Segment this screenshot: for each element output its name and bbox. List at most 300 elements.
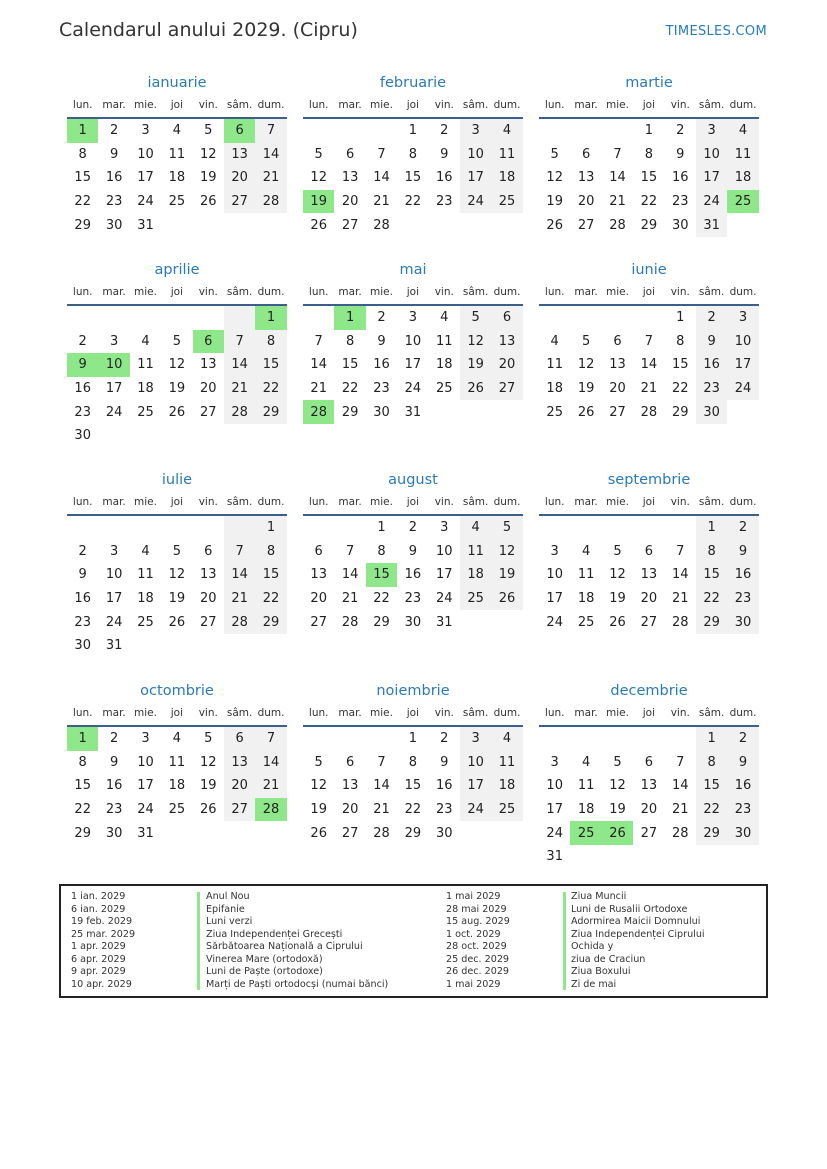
day-cell: 4 [172, 123, 181, 139]
weekday-label: sâm. [226, 99, 253, 111]
day-cell: 2 [696, 306, 727, 330]
day-cell: 15 [640, 170, 658, 186]
day-cell: 28 [640, 404, 658, 420]
weekday-label: dum. [729, 286, 757, 298]
day-cell: 3 [141, 123, 150, 139]
day-cell: 25 [570, 821, 601, 845]
empty-cell [161, 213, 192, 237]
empty-cell [570, 306, 601, 330]
empty-cell [602, 119, 633, 143]
day-cell: 13 [224, 751, 255, 775]
legend-date: 1 mai 2029 [446, 891, 501, 902]
weekday-label: vin. [434, 286, 454, 298]
empty-cell [539, 119, 570, 143]
day-cell: 2 [727, 516, 758, 540]
day-cell: 27 [224, 798, 255, 822]
day-cell: 27 [341, 217, 359, 233]
day-cell: 27 [341, 825, 359, 841]
day-cell: 28 [224, 400, 255, 424]
day-cell: 13 [640, 567, 658, 583]
day-cell: 1 [696, 727, 727, 751]
weekday-label: dum. [729, 99, 757, 111]
day-cell: 10 [546, 778, 563, 794]
day-cell: 18 [168, 778, 186, 794]
weekday-label: mie. [606, 286, 629, 298]
empty-cell [255, 821, 286, 845]
day-cell: 6 [581, 146, 591, 162]
day-cell: 14 [341, 567, 359, 583]
day-cell: 5 [204, 123, 213, 139]
weekday-label: joi [642, 707, 655, 719]
day-cell: 12 [609, 567, 626, 583]
brand-link[interactable]: TIMESLES.COM [665, 24, 767, 39]
day-cell: 16 [105, 778, 123, 794]
weekday-label: joi [170, 286, 183, 298]
day-cell: 3 [109, 333, 119, 349]
day-cell: 6 [204, 543, 213, 559]
weekday-header [539, 702, 759, 724]
day-cell: 20 [609, 381, 626, 397]
day-cell: 1 [377, 520, 386, 536]
weekday-label: joi [170, 707, 183, 719]
day-cell: 30 [105, 217, 123, 233]
weekday-header [539, 281, 759, 303]
holiday-legend [59, 884, 768, 998]
day-cell: 8 [255, 540, 286, 564]
day-cell: 16 [435, 778, 453, 794]
day-cell: 10 [696, 143, 727, 167]
weekday-label: dum. [257, 99, 285, 111]
day-cell: 30 [727, 821, 758, 845]
day-cell: 1 [67, 727, 98, 751]
weekday-label: lun. [72, 286, 93, 298]
day-cell: 18 [137, 381, 154, 397]
weekday-label: lun. [72, 496, 93, 508]
day-cell: 3 [696, 119, 727, 143]
day-cell: 8 [255, 330, 286, 354]
day-cell: 10 [727, 330, 758, 354]
day-cell: 10 [404, 333, 422, 349]
day-cell: 8 [408, 754, 417, 770]
day-cell: 10 [435, 543, 453, 559]
empty-cell [491, 400, 522, 424]
day-cell: 27 [640, 614, 658, 630]
empty-cell [303, 727, 334, 751]
weekday-label: sâm. [698, 99, 725, 111]
day-cell: 9 [727, 540, 758, 564]
day-cell: 12 [577, 357, 595, 373]
day-cell: 13 [341, 778, 359, 794]
day-cell: 3 [550, 754, 559, 770]
legend-dates-right [446, 891, 510, 991]
day-cell: 30 [105, 825, 123, 841]
weekday-label: vin. [434, 99, 454, 111]
day-cell: 18 [577, 591, 595, 607]
day-cell: 12 [199, 146, 217, 162]
days-grid [67, 516, 287, 658]
legend-holiday-name: Ziua Muncii [571, 891, 627, 902]
weekday-label: joi [642, 99, 655, 111]
day-cell: 26 [310, 217, 327, 233]
weekday-label: mie. [370, 707, 393, 719]
day-cell: 23 [373, 381, 390, 397]
month-august [303, 469, 523, 634]
day-cell: 7 [613, 146, 622, 162]
day-cell: 30 [74, 428, 91, 444]
day-cell: 2 [78, 543, 87, 559]
month-ianuarie [67, 72, 287, 237]
weekday-label: vin. [670, 99, 690, 111]
day-cell: 30 [696, 400, 727, 424]
day-cell: 15 [671, 357, 689, 373]
day-cell: 3 [141, 731, 150, 747]
day-cell: 11 [460, 540, 491, 564]
day-cell: 1 [676, 310, 685, 326]
weekday-label: lun. [544, 99, 565, 111]
day-cell: 3 [109, 543, 119, 559]
day-cell: 11 [137, 567, 154, 583]
day-cell: 27 [577, 217, 595, 233]
day-cell: 12 [546, 170, 563, 186]
day-cell: 23 [404, 591, 422, 607]
empty-cell [130, 634, 161, 658]
empty-cell [570, 727, 601, 751]
day-cell: 31 [435, 614, 453, 630]
day-cell: 22 [640, 194, 658, 210]
day-cell: 16 [74, 591, 91, 607]
day-cell: 7 [345, 543, 355, 559]
day-cell: 1 [644, 123, 653, 139]
legend-date: 6 ian. 2029 [71, 903, 126, 915]
day-cell: 23 [435, 194, 453, 210]
day-cell: 10 [460, 751, 491, 775]
day-cell: 9 [676, 146, 685, 162]
day-cell: 27 [199, 614, 217, 630]
day-cell: 24 [105, 614, 123, 630]
day-cell: 2 [727, 727, 758, 751]
weekday-header [67, 94, 287, 116]
legend-holiday-name: Ziua Boxului [571, 966, 631, 977]
empty-cell [98, 516, 129, 540]
day-cell: 6 [491, 306, 522, 330]
empty-cell [98, 424, 129, 448]
day-cell: 12 [460, 330, 491, 354]
weekday-label: sâm. [226, 707, 253, 719]
day-cell: 1 [334, 306, 365, 330]
month-octombrie [67, 680, 287, 845]
days-grid [303, 727, 523, 845]
day-cell: 24 [137, 802, 154, 818]
legend-holiday-name: Sărbătoarea Națională a Ciprului [206, 941, 363, 952]
day-cell: 12 [199, 754, 217, 770]
day-cell: 7 [377, 754, 386, 770]
weekday-label: dum. [493, 99, 521, 111]
day-cell: 30 [404, 614, 422, 630]
day-cell: 1 [408, 731, 417, 747]
day-cell: 22 [74, 194, 91, 210]
day-cell: 5 [550, 146, 559, 162]
day-cell: 12 [168, 567, 186, 583]
legend-date: 6 apr. 2029 [71, 953, 126, 965]
day-cell: 3 [550, 543, 559, 559]
day-cell: 7 [224, 540, 255, 564]
day-cell: 21 [224, 377, 255, 401]
day-cell: 13 [491, 330, 522, 354]
weekday-label: mar. [102, 99, 126, 111]
day-cell: 24 [460, 190, 491, 214]
day-cell: 11 [168, 754, 186, 770]
weekday-label: sâm. [462, 496, 489, 508]
weekday-label: sâm. [462, 99, 489, 111]
day-cell: 5 [172, 543, 181, 559]
day-cell: 21 [255, 774, 286, 798]
day-cell: 9 [440, 754, 449, 770]
weekday-label: mie. [370, 286, 393, 298]
day-cell: 5 [204, 731, 213, 747]
day-cell: 8 [696, 751, 727, 775]
day-cell: 17 [137, 778, 154, 794]
day-cell: 10 [546, 567, 563, 583]
weekday-label: mie. [370, 99, 393, 111]
day-cell: 22 [74, 802, 91, 818]
day-cell: 22 [255, 587, 286, 611]
day-cell: 19 [577, 381, 595, 397]
day-cell: 22 [255, 377, 286, 401]
day-cell: 4 [440, 310, 449, 326]
empty-cell [460, 821, 491, 845]
day-cell: 1 [67, 119, 98, 143]
day-cell: 4 [550, 333, 559, 349]
day-cell: 20 [199, 381, 217, 397]
weekday-label: dum. [493, 496, 521, 508]
legend-date: 26 dec. 2029 [446, 966, 510, 977]
legend-names-right [571, 891, 705, 991]
day-cell: 12 [168, 357, 186, 373]
day-cell: 24 [435, 591, 453, 607]
empty-cell [130, 516, 161, 540]
month-mai [303, 259, 523, 424]
day-cell: 2 [109, 731, 119, 747]
day-cell: 21 [373, 194, 390, 210]
day-cell: 28 [255, 190, 286, 214]
day-cell: 14 [224, 563, 255, 587]
day-cell: 24 [105, 404, 123, 420]
day-cell: 28 [303, 400, 334, 424]
day-cell: 18 [460, 563, 491, 587]
day-cell: 15 [404, 778, 422, 794]
day-cell: 16 [105, 170, 123, 186]
empty-cell [665, 516, 696, 540]
weekday-label: mie. [606, 99, 629, 111]
weekday-label: mar. [102, 496, 126, 508]
day-cell: 31 [105, 638, 123, 654]
day-cell: 8 [676, 333, 685, 349]
day-cell: 13 [341, 170, 359, 186]
days-grid [303, 516, 523, 634]
weekday-label: mar. [574, 99, 598, 111]
legend-holiday-name: Ziua Independenței Ciprului [571, 928, 705, 940]
empty-cell [633, 516, 664, 540]
empty-cell [255, 213, 286, 237]
weekday-label: vin. [198, 99, 218, 111]
day-cell: 2 [408, 520, 417, 536]
day-cell: 14 [640, 357, 658, 373]
day-cell: 18 [546, 381, 563, 397]
day-cell: 15 [696, 774, 727, 798]
weekday-label: sâm. [698, 707, 725, 719]
weekday-label: lun. [72, 99, 93, 111]
month-name: aprilie [154, 262, 200, 278]
empty-cell [539, 516, 570, 540]
day-cell: 2 [377, 310, 386, 326]
legend-holiday-name: Epifanie [206, 903, 245, 915]
day-cell: 22 [696, 587, 727, 611]
day-cell: 20 [577, 194, 595, 210]
day-cell: 21 [373, 802, 390, 818]
day-cell: 13 [310, 567, 327, 583]
day-cell: 13 [609, 357, 626, 373]
day-cell: 18 [491, 166, 522, 190]
day-cell: 26 [460, 377, 491, 401]
day-cell: 21 [255, 166, 286, 190]
weekday-label: dum. [729, 707, 757, 719]
legend-date: 25 dec. 2029 [446, 953, 510, 965]
day-cell: 25 [546, 404, 563, 420]
day-cell: 12 [491, 540, 522, 564]
day-cell: 1 [408, 123, 417, 139]
day-cell: 24 [546, 614, 563, 630]
day-cell: 17 [137, 170, 154, 186]
day-cell: 11 [727, 143, 758, 167]
weekday-label: sâm. [226, 496, 253, 508]
weekday-label: sâm. [462, 707, 489, 719]
day-cell: 10 [98, 353, 129, 377]
weekday-label: dum. [493, 707, 521, 719]
empty-cell [491, 821, 522, 845]
weekday-label: joi [170, 99, 183, 111]
day-cell: 16 [671, 170, 689, 186]
month-name: octombrie [140, 683, 214, 699]
weekday-label: mar. [338, 99, 362, 111]
weekday-label: lun. [72, 707, 93, 719]
day-cell: 8 [78, 146, 87, 162]
legend-holiday-name: Anul Nou [206, 891, 250, 902]
month-februarie [303, 72, 523, 237]
empty-cell [255, 634, 286, 658]
weekday-label: lun. [308, 286, 329, 298]
empty-cell [633, 727, 664, 751]
legend-holiday-name: Zi de mai [571, 978, 617, 990]
day-cell: 5 [460, 306, 491, 330]
day-cell: 17 [105, 591, 123, 607]
day-cell: 17 [546, 591, 563, 607]
day-cell: 28 [341, 614, 359, 630]
day-cell: 21 [224, 587, 255, 611]
legend-holiday-name: Luni de Paște (ortodoxe) [206, 966, 323, 977]
empty-cell [130, 306, 161, 330]
day-cell: 23 [696, 377, 727, 401]
day-cell: 29 [671, 404, 689, 420]
day-cell: 26 [310, 825, 327, 841]
empty-cell [224, 213, 255, 237]
legend-holiday-name: Marți de Paști ortodocși (numai bănci) [206, 978, 389, 990]
legend-date: 1 oct. 2029 [446, 928, 501, 940]
day-cell: 12 [310, 170, 327, 186]
month-name: ianuarie [147, 75, 207, 91]
day-cell: 16 [404, 567, 422, 583]
empty-cell [366, 119, 397, 143]
days-grid [67, 727, 287, 845]
legend-date: 28 mai 2029 [446, 903, 507, 915]
day-cell: 24 [460, 798, 491, 822]
day-cell: 1 [255, 306, 286, 330]
day-cell: 31 [137, 217, 154, 233]
day-cell: 28 [671, 614, 689, 630]
empty-cell [224, 306, 255, 330]
day-cell: 25 [168, 802, 186, 818]
weekday-label: dum. [257, 286, 285, 298]
empty-cell [570, 119, 601, 143]
day-cell: 27 [491, 377, 522, 401]
weekday-label: mie. [606, 496, 629, 508]
day-cell: 29 [640, 217, 658, 233]
weekday-label: joi [642, 286, 655, 298]
weekday-label: dum. [257, 707, 285, 719]
empty-cell [161, 516, 192, 540]
day-cell: 25 [137, 404, 154, 420]
weekday-header [303, 94, 523, 116]
empty-cell [460, 213, 491, 237]
empty-cell [696, 845, 727, 869]
empty-cell [491, 213, 522, 237]
empty-cell [193, 213, 224, 237]
weekday-label: lun. [544, 286, 565, 298]
day-cell: 19 [491, 563, 522, 587]
day-cell: 18 [491, 774, 522, 798]
day-cell: 13 [199, 357, 217, 373]
day-cell: 20 [224, 774, 255, 798]
day-cell: 21 [640, 381, 658, 397]
day-cell: 24 [137, 194, 154, 210]
day-cell: 19 [609, 802, 626, 818]
empty-cell [602, 727, 633, 751]
day-cell: 29 [696, 821, 727, 845]
empty-cell [665, 727, 696, 751]
legend-date: 1 ian. 2029 [71, 891, 126, 902]
legend-date: 1 apr. 2029 [71, 941, 126, 952]
empty-cell [633, 845, 664, 869]
day-cell: 5 [314, 754, 323, 770]
month-aprilie [67, 259, 287, 448]
month-name: noiembrie [376, 683, 450, 699]
day-cell: 20 [199, 591, 217, 607]
day-cell: 23 [435, 802, 453, 818]
weekday-header [67, 491, 287, 513]
day-cell: 6 [644, 754, 653, 770]
day-cell: 14 [255, 751, 286, 775]
empty-cell [429, 213, 460, 237]
day-cell: 30 [373, 404, 390, 420]
weekday-header [67, 702, 287, 724]
day-cell: 20 [491, 353, 522, 377]
day-cell: 22 [696, 798, 727, 822]
empty-cell [397, 213, 428, 237]
weekday-label: sâm. [698, 286, 725, 298]
weekday-label: joi [170, 496, 183, 508]
empty-cell [67, 306, 98, 330]
day-cell: 2 [109, 123, 119, 139]
day-cell: 25 [491, 190, 522, 214]
